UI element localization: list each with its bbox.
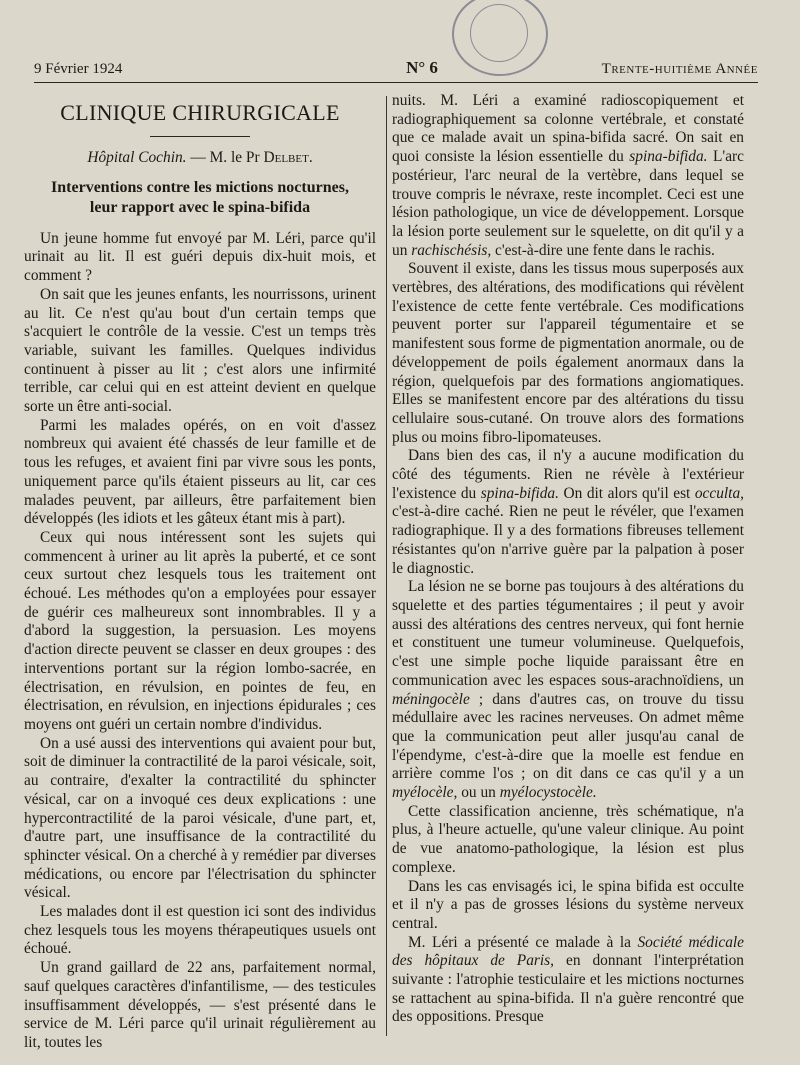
right-p1-emph-1: spina-bifida. xyxy=(629,148,708,166)
right-column xyxy=(392,92,744,1027)
right-p3-text-c: c'est-à-dire caché. Rien ne peut le révéler, que l'examen radiographique. Il y a des formations fibreuses tellement résistantes qu'on n'arrive guère par la palpation à poser le diagnostic. xyxy=(392,503,744,577)
right-p4-text-a: La lésion ne se borne pas toujours à des altérations du squelette et des parties tégumentaires ; il peut y avoir aussi des altérations des centres nerveux, qui font hernie et constituent une tumeur volumineuse. Quelquefois, c'est une simple poche liquide paraissant être en communication avec les espaces sous-arachnoïdiens, un xyxy=(392,578,744,689)
right-paragraph-6: Dans les cas envisagés ici, le spina bifida est occulte et il n'y a pas de grosses lésions du système nerveux central. xyxy=(392,877,744,932)
professor-name: Delbet. xyxy=(263,149,313,166)
right-paragraph-5: Cette classification ancienne, très schématique, n'a plus, à l'heure actuelle, qu'une valeur clinique. Au point de vue anatomo-pathologique, la lésion est plus complexe. xyxy=(392,802,744,876)
right-paragraph-4 xyxy=(392,578,744,802)
article-subtitle-line-2: leur rapport avec le spina-bifida xyxy=(89,198,311,216)
issue-date: 9 Février 1924 xyxy=(34,61,123,77)
right-p4-emph-2: myélocèle, xyxy=(392,784,458,802)
hospital-line xyxy=(24,149,376,168)
right-p3-text-a: Dans bien des cas, il n'y a aucune modification du côté des téguments. Rien ne révèle à l'extérieur l'existence du xyxy=(392,447,744,502)
left-paragraph-7: Un grand gaillard de 22 ans, parfaitement normal, sauf quelques caractères d'infantilisme, — des testicules insuffisamment développés, — s'est présenté dans le service de M. Léri parce qu'il urinait régulièrement au lit, toutes les xyxy=(24,959,376,1051)
right-p4-text-b: ; dans d'autres cas, on trouve du tissu médullaire avec les racines nerveuses. On admet même que la communication peut aller jusqu'au canal de l'épendyme, c'est-à-dire que la moelle est fendue en arrière comme l'os ; on dit dans ce cas qu'il y a un xyxy=(392,690,744,783)
right-paragraph-1 xyxy=(392,92,744,260)
right-p7-text-a: M. Léri a présenté ce malade à la xyxy=(408,933,638,951)
right-p4-emph-1: méningocèle xyxy=(392,690,470,708)
left-paragraph-3: Parmi les malades opérés, on en voit d'assez nombreux qui avaient été chassés de leur famille et de tous les refuges, et avaient fini par vivre sous les ponts, uniquement parce qu'ils étaient pisseurs au lit, car ces malades peuvent, par ailleurs, être parfaitement bien développés (les idiots et les gâteux étant mis à part). xyxy=(24,416,376,528)
hospital-line-middle: — M. le Pr xyxy=(186,149,264,166)
right-paragraph-2: Souvent il existe, dans les tissus mous superposés aux vertèbres, des altérations, des modifications qui révèlent l'existence de cette fente vertébrale. Ces modifications peuvent porter sur l'appareil tégumentaire et se manifestent sous forme de pigmentation anormale, ou de développement de poils également anormaux dans la région, quelquefois par des formations angiomatiques. Elles se manifestent encore par des altérations du tissu cellulaire sous-cutané. On trouve alors des formations plus ou moins fibro-lipomateuses. xyxy=(392,260,744,446)
right-p1-text-b: L'arc postérieur, l'arc neural de la vertèbre, dans lequel se trouve compris le névraxe, reste incomplet. Ceci est une lésion pathologique, un vice de développement. Lorsque la lésion porte seulement sur le squelette, on dit qu'il y a un xyxy=(392,148,744,259)
library-stamp-inner xyxy=(470,4,528,62)
right-p7-emph-1: Société médicale des hôpitaux de Paris, xyxy=(392,933,744,970)
issue-number: N° 6 xyxy=(406,58,438,77)
title-rule xyxy=(150,136,250,137)
left-paragraph-2: On sait que les jeunes enfants, les nourrissons, urinent au lit. Ce n'est qu'au bout d'un certain temps que s'acquiert le contrôle de la vessie. C'est un temps très variable, suivant les familles. Quelques individus continuent à pisser au lit ; c'est alors une infirmité terrible, car celui qui en est atteint devient en quelque sorte un être anti-social. xyxy=(24,285,376,416)
right-p3-emph-2: occulta, xyxy=(694,484,744,502)
right-p1-text-a: nuits. M. Léri a examiné radioscopiquement et radiographiquement sa colonne vertébrale, et constaté que ce malade avait un spina-bifida sacré. On sait en quoi consiste la lésion essentielle du xyxy=(392,92,744,166)
left-paragraph-4: Ceux qui nous intéressent sont les sujets qui commencent à uriner au lit après la puberté, et ce sont ceux surtout chez lesquels tous les traitement ont échoué. Les méthodes qu'on a employées pour essayer de guérir ces malheureux sont innombrables. Il y a d'abord la suggestion, la persuasion. Les moyens d'action directe peuvent se classer en deux groupes : des interventions portant sur la région lombo-sacrée, en électrisation, en révulsion, en pointes de feu, en électrisation, en révulsion, en injections épidurales ; ces moyens ont guéri un certain nombre d'individus. xyxy=(24,528,376,733)
right-p1-emph-2: rachischésis, xyxy=(411,241,492,259)
right-paragraph-3 xyxy=(392,447,744,578)
left-paragraph-5: On a usé aussi des interventions qui avaient pour but, soit de diminuer la contractilité de la paroi vésicale, soit, au contraire, d'exalter la contractilité du sphincter vésical, car on a invoqué ces deux explications : une hypercontractilité de la paroi vésicale, d'une part, et, d'autre part, une insuffisance de la contractilité du sphincter vésical. On a cherché à y remédier par diverses médications, ou encore par l'électrisation du sphincter vésical. xyxy=(24,734,376,902)
left-paragraph-6: Les malades dont il est question ici sont des individus chez lesquels tous les moyens thérapeutiques usuels ont échoué. xyxy=(24,903,376,958)
hospital-name-italic: Hôpital Cochin. xyxy=(87,149,187,166)
page-header xyxy=(34,58,758,82)
right-paragraph-7 xyxy=(392,934,744,1028)
right-p3-text-b: On dit alors qu'il est xyxy=(558,484,695,502)
column-divider xyxy=(386,96,387,1036)
article-subtitle xyxy=(24,178,376,218)
article-subtitle-line-1: Interventions contre les mictions nocturnes, xyxy=(51,178,349,196)
issue-year: Trente-huitième Année xyxy=(601,61,758,77)
right-p4-text-c: ou un xyxy=(457,784,500,802)
section-title: CLINIQUE CHIRURGICALE xyxy=(60,100,340,125)
left-column xyxy=(24,92,376,1053)
left-paragraph-1: Un jeune homme fut envoyé par M. Léri, parce qu'il urinait au lit. Il est guéri depuis dix-huit mois, et comment ? xyxy=(24,229,376,285)
right-p3-emph-1: spina-bifida. xyxy=(480,484,559,502)
right-p7-text-b: en donnant l'interprétation suivante : l'atrophie testiculaire et les mictions nocturnes se rattachent au spina-bifida. Il n'a guère rencontré que des oppositions. Presque xyxy=(392,952,744,1026)
right-p1-text-c: c'est-à-dire une fente dans le rachis. xyxy=(491,241,715,259)
header-rule xyxy=(34,82,758,83)
right-p4-emph-3: myélocystocèle. xyxy=(499,784,597,802)
